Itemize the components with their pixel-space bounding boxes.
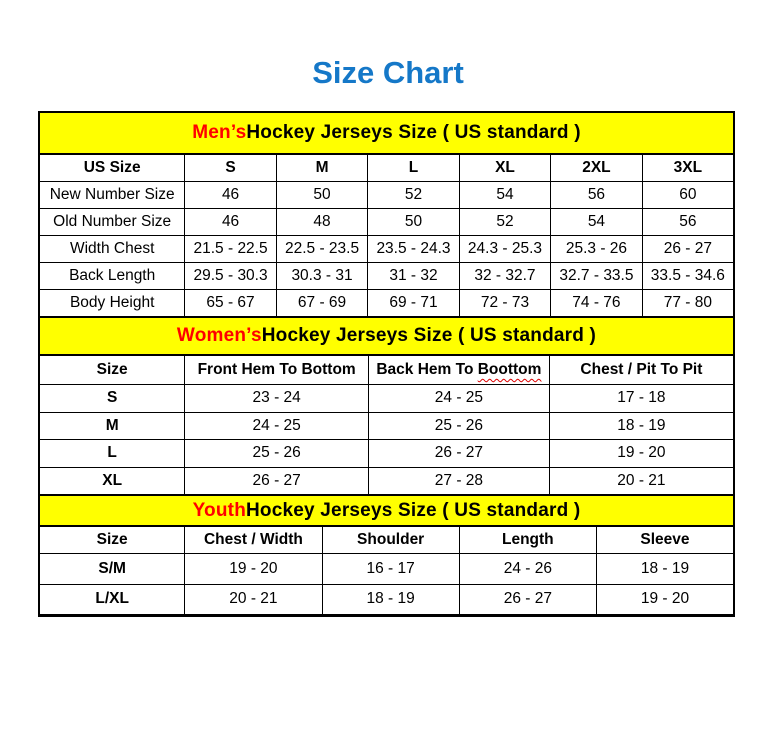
row-label: New Number Size [40, 182, 185, 209]
size-value: 54 [551, 209, 642, 236]
size-value: 77 - 80 [642, 290, 733, 317]
size-value: 16 - 17 [322, 554, 459, 585]
womens-banner-highlight: Women’s [176, 325, 262, 347]
size-value: 18 - 19 [549, 412, 733, 440]
size-value: 32.7 - 33.5 [551, 263, 642, 290]
table-row [40, 412, 733, 440]
column-header: Sleeve [596, 527, 733, 554]
column-header: 2XL [551, 155, 642, 182]
table-row [40, 385, 733, 413]
column-header: Chest / Width [185, 527, 322, 554]
table-row [40, 236, 733, 263]
column-header: M [276, 155, 367, 182]
page-title: Size Chart [312, 55, 464, 90]
row-label: L [40, 440, 185, 468]
size-value: 18 - 19 [596, 554, 733, 585]
row-label: Old Number Size [40, 209, 185, 236]
womens-section [40, 317, 733, 495]
size-value: 52 [368, 182, 459, 209]
youth-size-table [40, 526, 733, 615]
size-chart [38, 111, 735, 617]
size-value: 23 - 24 [185, 385, 369, 413]
size-value: 48 [276, 209, 367, 236]
size-value: 23.5 - 24.3 [368, 236, 459, 263]
column-header: S [185, 155, 276, 182]
mens-section-banner [40, 113, 733, 154]
size-value: 25.3 - 26 [551, 236, 642, 263]
size-value: 19 - 20 [549, 440, 733, 468]
size-value: 50 [276, 182, 367, 209]
size-value: 27 - 28 [368, 467, 549, 495]
size-value: 18 - 19 [322, 584, 459, 615]
size-value: 22.5 - 23.5 [276, 236, 367, 263]
column-header: L [368, 155, 459, 182]
youth-banner-highlight: Youth [192, 499, 247, 521]
size-value: 46 [185, 209, 276, 236]
size-value: 19 - 20 [185, 554, 322, 585]
mens-banner-highlight: Men’s [192, 122, 247, 144]
youth-section-banner [40, 495, 733, 526]
column-header: US Size [40, 155, 185, 182]
mens-banner-text: Hockey Jerseys Size ( US standard ) [246, 122, 581, 144]
column-header: Size [40, 527, 185, 554]
size-value: 26 - 27 [185, 467, 369, 495]
size-value: 30.3 - 31 [276, 263, 367, 290]
size-value: 72 - 73 [459, 290, 550, 317]
column-header: Back Hem To Boottom [368, 356, 549, 385]
size-value: 26 - 27 [642, 236, 733, 263]
size-value: 26 - 27 [459, 584, 596, 615]
size-value: 25 - 26 [368, 412, 549, 440]
size-value: 19 - 20 [596, 584, 733, 615]
row-label: Width Chest [40, 236, 185, 263]
size-value: 50 [368, 209, 459, 236]
table-row [40, 554, 733, 585]
column-header: Size [40, 356, 185, 385]
row-label: L/XL [40, 584, 185, 615]
womens-header-row [40, 356, 733, 385]
size-value: 31 - 32 [368, 263, 459, 290]
size-value: 32 - 32.7 [459, 263, 550, 290]
misspelled-word: Boottom [477, 361, 542, 379]
size-value: 52 [459, 209, 550, 236]
table-row [40, 263, 733, 290]
size-value: 21.5 - 22.5 [185, 236, 276, 263]
size-value: 56 [551, 182, 642, 209]
row-label: M [40, 412, 185, 440]
womens-banner-text: Hockey Jerseys Size ( US standard ) [261, 325, 597, 347]
table-row [40, 440, 733, 468]
size-value: 69 - 71 [368, 290, 459, 317]
column-header: XL [459, 155, 550, 182]
size-value: 24 - 26 [459, 554, 596, 585]
size-value: 29.5 - 30.3 [185, 263, 276, 290]
size-value: 46 [185, 182, 276, 209]
column-header: 3XL [642, 155, 733, 182]
mens-size-table [40, 154, 733, 317]
size-value: 67 - 69 [276, 290, 367, 317]
column-header: Chest / Pit To Pit [549, 356, 733, 385]
size-value: 25 - 26 [185, 440, 369, 468]
table-row [40, 209, 733, 236]
row-label: Body Height [40, 290, 185, 317]
size-value: 56 [642, 209, 733, 236]
size-value: 20 - 21 [185, 584, 322, 615]
column-header: Length [459, 527, 596, 554]
size-value: 33.5 - 34.6 [642, 263, 733, 290]
column-header: Shoulder [322, 527, 459, 554]
size-value: 24.3 - 25.3 [459, 236, 550, 263]
column-header: Front Hem To Bottom [185, 356, 369, 385]
row-label: S [40, 385, 185, 413]
size-value: 17 - 18 [549, 385, 733, 413]
youth-banner-text: Hockey Jerseys Size ( US standard ) [246, 499, 581, 521]
size-value: 65 - 67 [185, 290, 276, 317]
mens-section [40, 113, 733, 317]
mens-header-row [40, 155, 733, 182]
womens-size-table [40, 355, 733, 495]
table-row [40, 467, 733, 495]
size-value: 20 - 21 [549, 467, 733, 495]
row-label: S/M [40, 554, 185, 585]
table-row [40, 182, 733, 209]
size-value: 60 [642, 182, 733, 209]
row-label: Back Length [40, 263, 185, 290]
size-value: 24 - 25 [185, 412, 369, 440]
size-value: 74 - 76 [551, 290, 642, 317]
row-label: XL [40, 467, 185, 495]
size-value: 54 [459, 182, 550, 209]
size-value: 24 - 25 [368, 385, 549, 413]
womens-section-banner [40, 317, 733, 355]
youth-header-row [40, 527, 733, 554]
table-row [40, 584, 733, 615]
youth-section [40, 495, 733, 615]
size-value: 26 - 27 [368, 440, 549, 468]
table-row [40, 290, 733, 317]
